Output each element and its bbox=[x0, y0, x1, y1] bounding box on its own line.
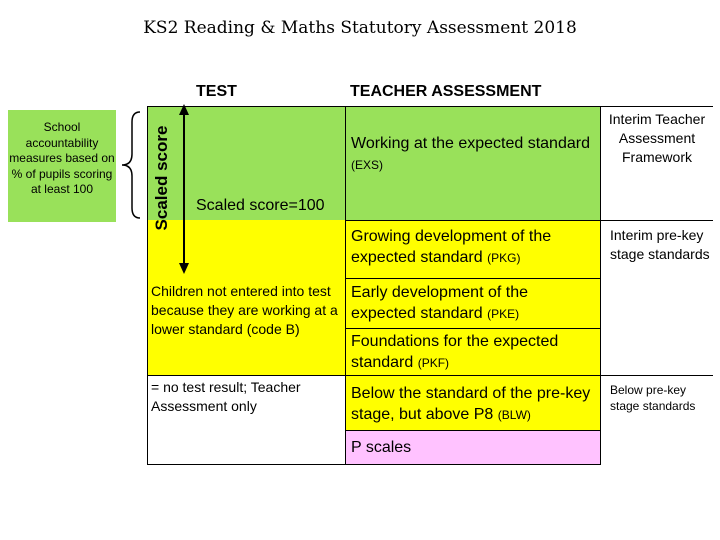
divider-bottom bbox=[147, 464, 601, 465]
standard-pkg bbox=[351, 226, 596, 269]
standard-blw bbox=[351, 383, 598, 426]
standard-pke bbox=[351, 282, 596, 325]
divider-top bbox=[147, 106, 713, 107]
standard-pkf-text: Foundations for the expected standard bbox=[351, 333, 559, 371]
divider-pkf bbox=[147, 375, 713, 376]
divider-left bbox=[147, 106, 148, 464]
standard-blw-code: (BLW) bbox=[497, 408, 531, 422]
code-b-note: Children not entered into test because they are working at a lower standard (code B) bbox=[151, 283, 338, 337]
scaled-score-arrow-icon bbox=[176, 104, 192, 274]
standard-pkg-code: (PKG) bbox=[487, 251, 521, 265]
framework-below-pre-key: Below pre-key stage standards bbox=[610, 383, 696, 413]
divider-pkg bbox=[346, 278, 600, 279]
brace-icon bbox=[114, 110, 144, 220]
standard-exs-code: (EXS) bbox=[351, 158, 384, 172]
divider-right bbox=[600, 106, 601, 464]
standard-p-scales-text: P scales bbox=[351, 439, 412, 456]
standard-blw-text: Below the standard of the pre-key stage, but above P8 bbox=[351, 385, 591, 423]
standard-exs bbox=[351, 133, 596, 176]
standard-p-scales bbox=[351, 437, 596, 458]
page-title: KS2 Reading & Maths Statutory Assessment 2018 bbox=[143, 18, 577, 38]
standard-pke-code: (PKE) bbox=[487, 307, 520, 321]
divider-pke bbox=[346, 328, 600, 329]
header-teacher-assessment: TEACHER ASSESSMENT bbox=[350, 83, 542, 100]
divider-blw bbox=[346, 430, 600, 431]
accountability-text: School accountability measures based on % of pupils scoring at least 100 bbox=[9, 120, 115, 196]
standard-pkg-text: Growing development of the expected standard bbox=[351, 228, 552, 266]
no-test-result-note: = no test result; Teacher Assessment only bbox=[151, 379, 301, 414]
standard-pke-text: Early development of the expected standard bbox=[351, 284, 528, 322]
header-test: TEST bbox=[196, 83, 237, 100]
divider-middle bbox=[345, 106, 346, 464]
standard-pkf-code: (PKF) bbox=[417, 356, 450, 370]
divider-exs bbox=[345, 220, 713, 221]
standard-exs-text: Working at the expected standard bbox=[351, 135, 590, 152]
framework-interim-ta: Interim Teacher Assessment Framework bbox=[608, 111, 706, 165]
standard-pkf bbox=[351, 331, 596, 374]
accountability-box bbox=[8, 110, 116, 222]
framework-pre-key: Interim pre-key stage standards bbox=[610, 227, 710, 262]
scaled-score-100-label: Scaled score=100 bbox=[196, 197, 325, 214]
scaled-score-axis-label: Scaled score bbox=[152, 125, 171, 231]
